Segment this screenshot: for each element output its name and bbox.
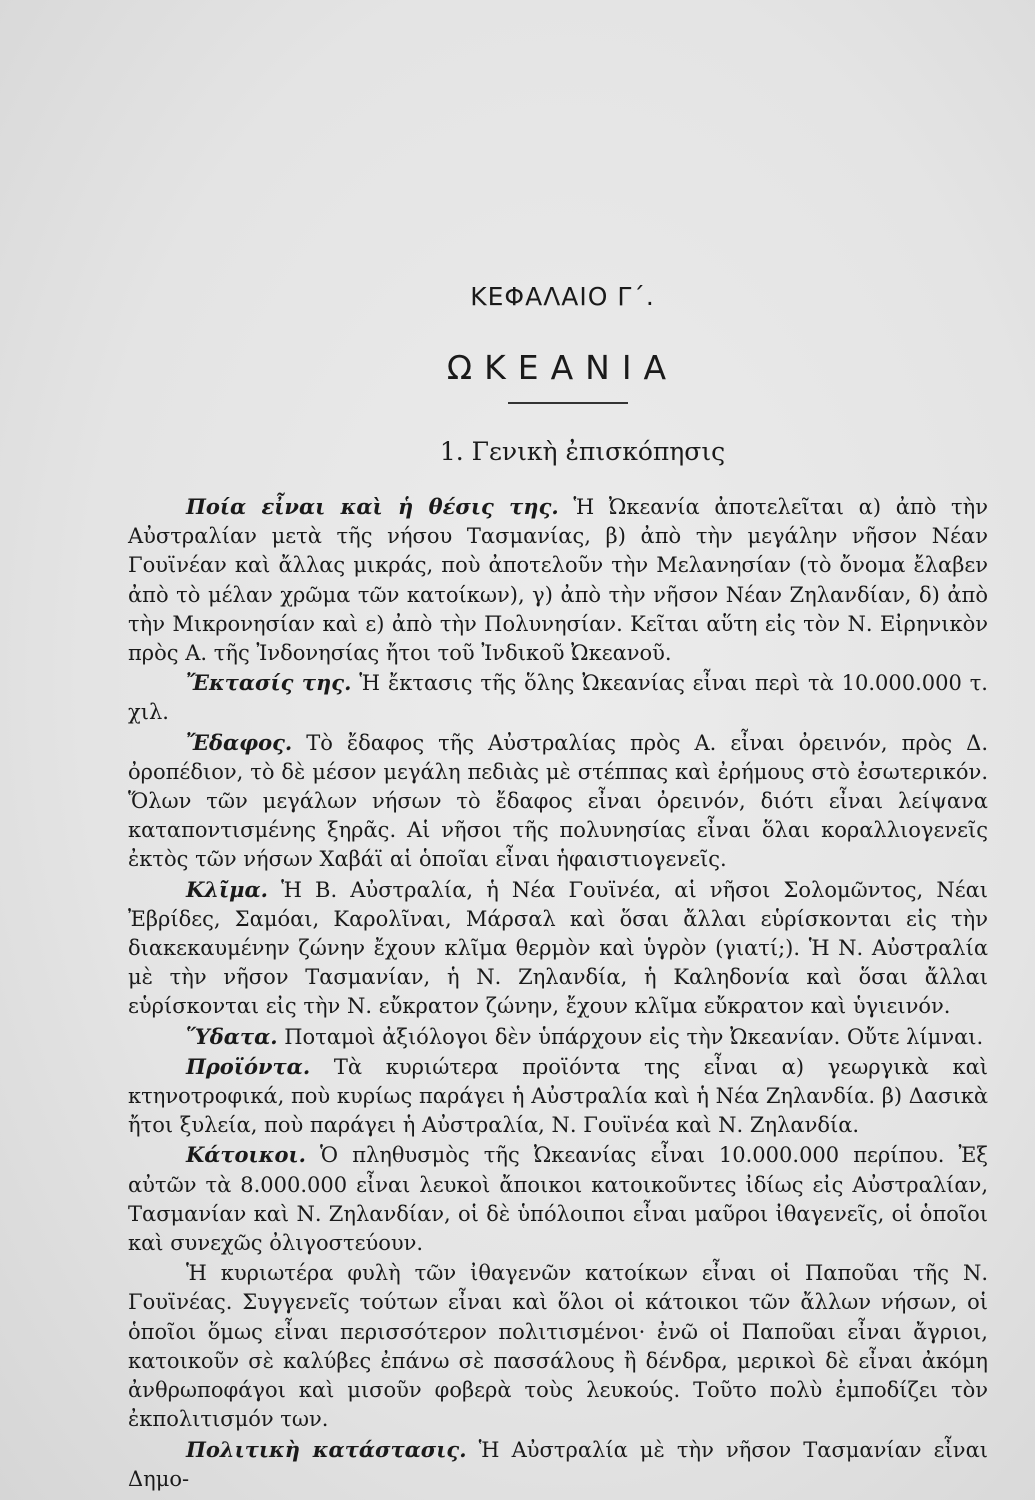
paragraph-text: Ἡ ἔκτασις τῆς ὅλης Ὠκεανίας εἶναι περὶ τὰ 10.000.000 τ. χιλ. [128,671,988,725]
chapter-heading: ΚΕΦΑΛΑΙΟ Γ΄. [470,282,655,311]
paragraph [128,1140,988,1258]
paragraph-heading: Πολιτικὴ κατάστασις. [186,1436,467,1462]
paragraph-text: Τὰ κυριώτερα προϊόντα της εἶναι α) γεωργικὰ καὶ κτηνοτροφικά, ποὺ κυρίως παράγει ἡ Αὐστραλία καὶ ἡ Νέα Ζηλανδία. β) Δασικὰ ἤτοι ξυλεία, ποὺ παράγει ἡ Αὐστραλία, Ν. Γουϊνέα καὶ Ν. Ζηλανδία. [128,1054,988,1138]
paragraph [128,1435,988,1494]
paragraph [128,728,988,875]
paragraph [128,492,988,668]
paragraph [128,668,988,727]
paragraph-heading: Ὕδατα. [186,1023,278,1049]
paragraph-text: Ἡ κυριωτέρα φυλὴ τῶν ἰθαγενῶν κατοίκων εἶναι οἱ Παποῦαι τῆς Ν. Γουϊνέας. Συγγενεῖς τούτων εἶναι καὶ ὅλοι οἱ κάτοικοι τῶν ἄλλων νήσων, οἱ ὁποῖοι ὅμως εἶναι περισσότερον πολιτισμένοι· ἐνῶ οἱ Παποῦαι εἶναι ἄγριοι, κατοικοῦν σὲ καλύβες ἐπάνω σὲ πασσάλους ἢ δένδρα, μερικοὶ δὲ εἶναι ἀκόμη ἀνθρωποφάγοι καὶ μισοῦν φοβερὰ τοὺς λευκούς. Τοῦτο πολὺ ἐμποδίζει τὸν ἐκπολιτισμόν των. [128,1261,988,1432]
section-heading: 1. Γενικὴ ἐπισκόπησις [439,437,726,466]
paragraph-text: Ἡ Ὠκεανία ἀποτελεῖται α) ἀπὸ τὴν Αὐστραλίαν μετὰ τῆς νήσου Τασμανίας, β) ἀπὸ τὴν μεγάλην νῆσον Νέαν Γουϊνέαν καὶ ἄλλας μικράς, ποὺ ἀποτελοῦν τὴν Μελανησίαν (τὸ ὄνομα ἔλαβεν ἀπὸ τὸ μέλαν χρῶμα τῶν κατοίκων), γ) ἀπὸ τὴν νῆσον Νέαν Ζηλανδίαν, δ) ἀπὸ τὴν Μικρονησίαν καὶ ε) ἀπὸ τὴν Πολυνησίαν. Κεῖται αὕτη εἰς τὸν Ν. Εἰρηνικὸν πρὸς Α. τῆς Ἰνδονησίας ἤτοι τοῦ Ἰνδικοῦ Ὠκεανοῦ. [128,495,988,666]
page-title: ΩΚΕΑΝΙΑ [446,348,679,387]
paragraph-text: Ἡ Αὐστραλία μὲ τὴν νῆσον Τασμανίαν εἶναι Δημο- [128,1437,988,1491]
paragraph-text: Ποταμοὶ ἀξιόλογοι δὲν ὑπάρχουν εἰς τὴν Ὠκεανίαν. Οὔτε λίμναι. [277,1024,984,1049]
paragraph [128,875,988,1022]
paragraph-text: Ἡ Β. Αὐστραλία, ἡ Νέα Γουϊνέα, αἱ νῆσοι Σολομῶντος, Νέαι Ἐβρίδες, Σαμόαι, Καρολῖναι, Μάρσαλ καὶ ὅσαι ἄλλαι εὑρίσκονται εἰς τὴν διακεκαυμένην ζώνην ἔχουν κλῖμα θερμὸν καὶ ὑγρὸν (γιατί;). Ἡ Ν. Αὐστραλία μὲ τὴν νῆσον Τασμανίαν, ἡ Ν. Ζηλανδία, ἡ Καληδονία καὶ ὅσαι ἄλλαι εὑρίσκονται εἰς τὴν Ν. εὔκρατον ζώνην, ἔχουν κλῖμα εὔκρατον καὶ ὑγιεινόν. [128,877,988,1019]
paragraph-heading: Κάτοικοι. [186,1142,306,1168]
paragraph-heading: Ἔδαφος. [186,729,293,755]
paragraph-heading: Ἔκτασίς της. [186,670,352,696]
paragraph [128,1258,988,1434]
paragraph-text: Ὁ πληθυσμὸς τῆς Ὠκεανίας εἶναι 10.000.000 περίπου. Ἐξ αὐτῶν τὰ 8.000.000 εἶναι λευκοὶ ἄποικοι κατοικοῦντες ἰδίως εἰς Αὐστραλίαν, Τασμανίαν καὶ Ν. Ζηλανδίαν, οἱ δὲ ὑπόλοιποι εἶναι μαῦροι ἰθαγενεῖς, οἱ ὁποῖοι καὶ συνεχῶς ὀλιγοστεύουν. [128,1143,988,1256]
body-text [128,492,988,1494]
paragraph-heading: Κλῖμα. [186,876,268,902]
paragraph-text: Τὸ ἔδαφος τῆς Αὐστραλίας πρὸς Α. εἶναι ὀρεινόν, πρὸς Δ. ὀροπέδιον, τὸ δὲ μέσον μεγάλη πεδιὰς μὲ στέππας καὶ ἐρήμους στὸ ἐσωτερικόν. Ὅλων τῶν μεγάλων νήσων τὸ ἔδαφος εἶναι ὀρεινόν, διότι εἶναι λείψανα καταποντισμένης ξηρᾶς. Αἱ νῆσοι τῆς πολυνησίας εἶναι ὅλαι κοραλλιογενεῖς ἐκτὸς τῶν νήσων Χαβάϊ αἱ ὁποῖαι εἶναι ἡφαιστιογενεῖς. [128,730,988,872]
paragraph-heading: Προϊόντα. [186,1053,311,1079]
paragraph-heading: Ποία εἶναι καὶ ἡ θέσις της. [186,494,559,519]
paragraph [128,1022,988,1052]
title-divider [508,402,628,404]
paragraph [128,1052,988,1141]
